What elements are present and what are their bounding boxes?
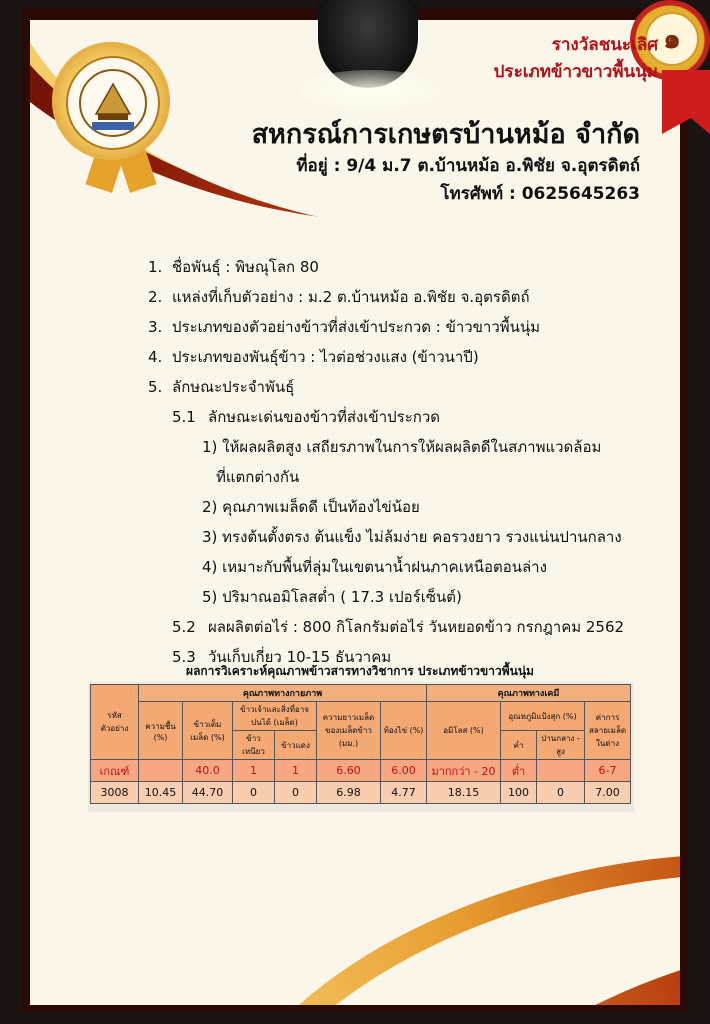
subsection-5-2: 5.2 ผลผลิตต่อไร่ : 800 กิโลกรัมต่อไร่ วันหยอดข้าว กรกฎาคม 2562 [172,618,625,636]
decor-swoosh [30,150,100,1005]
header-grain-length: ความยาวเมล็ด ของเมล็ดข้าว (มม.) [317,702,381,760]
organization-name: สหกรณ์การเกษตรบ้านหม้อ จำกัด [251,119,640,150]
cell: 10.45 [139,782,183,804]
cell [537,760,585,782]
organization-header [252,118,640,208]
seal-emblem-icon [66,56,160,150]
header-moisture: ความชื้น (%) [139,702,183,760]
award-line-2: ประเภทข้าวขาวพื้นนุ่ม [493,62,658,82]
feature-point: ที่แตกต่างกัน [216,468,300,486]
detail-item: 4. ประเภทของพันธุ์ข้าว : ไวต่อช่วงแสง (ข้าวนาปี) [148,348,479,366]
header-glutinous: ข้าวเหนียว [233,731,275,760]
header-chalkiness: ท้องไข่ (%) [381,702,427,760]
cell: 100 [501,782,537,804]
decor-swoosh [193,802,680,1005]
cell: 40.0 [183,760,233,782]
header-code: รหัส ตัวอย่าง [91,685,139,760]
cell: 6.00 [381,760,427,782]
header-chemical-group: คุณภาพทางเคมี [427,685,631,702]
detail-item: 3. ประเภทของตัวอย่างข้าวที่ส่งเข้าประกวด : ข้าวขาวพื้นนุ่ม [148,318,541,336]
lamp-glow [300,70,440,110]
feature-point: 1) ให้ผลผลิตสูง เสถียรภาพในการให้ผลผลิตดีในสภาพแวดล้อม [202,438,602,456]
cell: 1 [275,760,317,782]
cell: 0 [537,782,585,804]
cell: 0 [233,782,275,804]
cell: 1 [233,760,275,782]
cell: 6.98 [317,782,381,804]
department-seal-medal [52,42,170,160]
header-low: ต่ำ [501,731,537,760]
cell [139,760,183,782]
detail-item: 2. แหล่งที่เก็บตัวอย่าง : ม.2 ต.บ้านหม้อ อ.พิชัย จ.อุตรดิตถ์ [148,288,530,306]
organization-address: ที่อยู่ : 9/4 ม.7 ต.บ้านหม้อ อ.พิชัย จ.อุตรดิตถ์ [296,156,640,176]
cell: 7.00 [585,782,631,804]
award-caption [494,32,658,86]
table-row-sample [91,782,631,804]
header-alkali: ค่าการ สลายเมล็ด ในด่าง [585,702,631,760]
cell: ต่ำ [501,760,537,782]
rosette-number: ๑ [645,12,699,66]
subsection-5-3: 5.3 วันเก็บเกี่ยว 10-15 ธันวาคม [172,648,392,666]
header-gelatinization: อุณหภูมิแป้งสุก (%) [501,702,585,731]
header-mid-high: ปานกลาง - สูง [537,731,585,760]
feature-point: 5) ปริมาณอมิโลสต่ำ ( 17.3 เปอร์เซ็นต์) [202,588,462,606]
detail-item: 1. ชื่อพันธุ์ : พิษณุโลก 80 [148,258,319,276]
feature-point: 3) ทรงต้นตั้งตรง ต้นแข็ง ไม่ล้มง่าย คอรวงยาว รวงแน่นปานกลาง [202,528,622,546]
cell: เกณฑ์ [91,760,139,782]
detail-item: 5. ลักษณะประจำพันธุ์ [148,378,295,396]
header-foreign-grains: ข้าวเจ้าและสิ่งที่อาจปนได้ (เมล็ด) [233,702,317,731]
subsection-5-1: 5.1 ลักษณะเด่นของข้าวที่ส่งเข้าประกวด [172,408,440,426]
header-amylose: อมิโลส (%) [427,702,501,760]
award-line-1: รางวัลชนะเลิศ [551,35,658,55]
cell: 6-7 [585,760,631,782]
cell: 0 [275,782,317,804]
organization-phone: โทรศัพท์ : 0625645263 [440,184,640,204]
feature-point: 2) คุณภาพเมล็ดดี เป็นท้องไข่น้อย [202,498,420,516]
cell: 44.70 [183,782,233,804]
cell: 18.15 [427,782,501,804]
cell: มากกว่า - 20 [427,760,501,782]
cell: 3008 [91,782,139,804]
feature-point: 4) เหมาะกับพื้นที่ลุ่มในเขตนาน้ำฝนภาคเหนือตอนล่าง [202,558,547,576]
header-red-rice: ข้าวแดง [275,731,317,760]
header-whole-grain: ข้าวเต็มเมล็ด (%) [183,702,233,760]
quality-analysis-table [90,684,631,804]
cell: 4.77 [381,782,427,804]
header-physical-group: คุณภาพทางกายภาพ [139,685,427,702]
variety-details [148,252,668,672]
table-title: ผลการวิเคราะห์คุณภาพข้าวสารทางวิชาการ ประเภทข้าวขาวพื้นนุ่ม [186,664,534,678]
cell: 6.60 [317,760,381,782]
table-row-standard [91,760,631,782]
